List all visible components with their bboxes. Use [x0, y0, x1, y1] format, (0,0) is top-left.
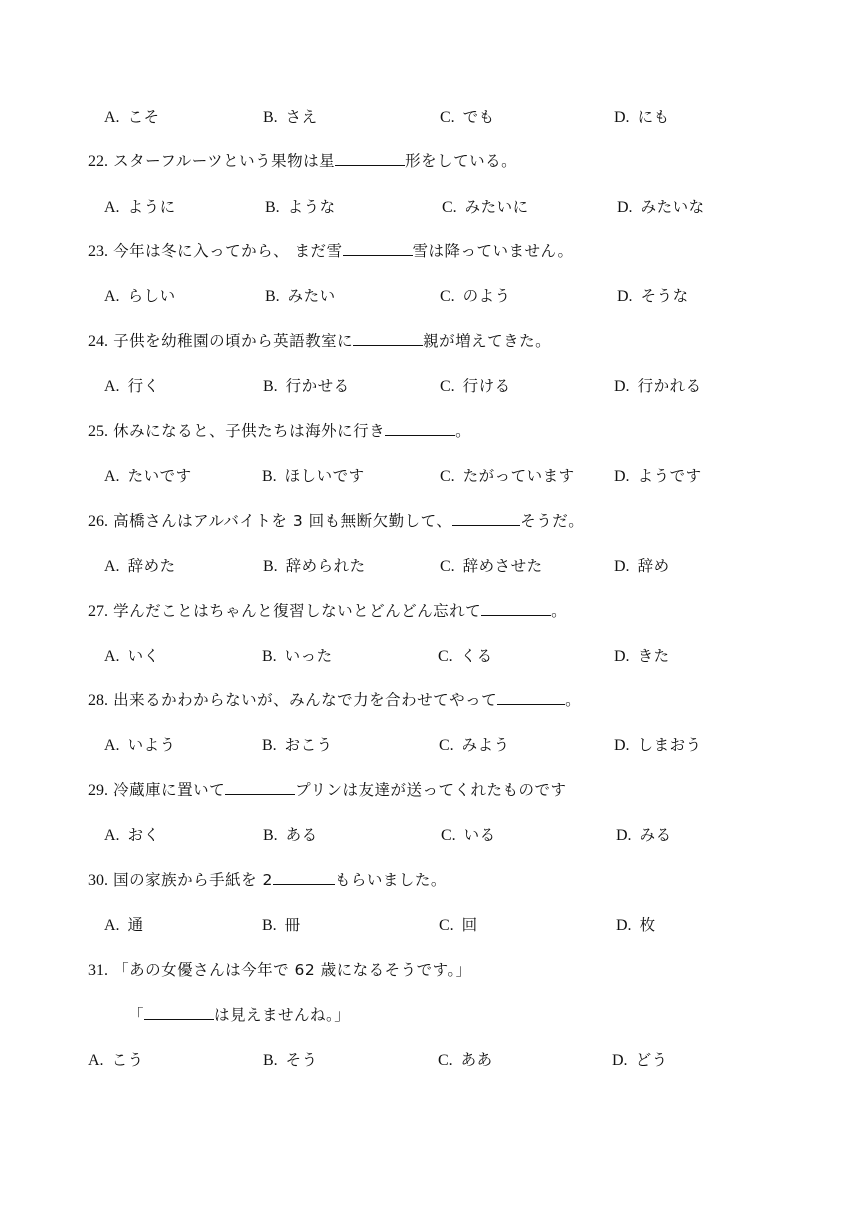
q21-option-d: D. にも — [614, 108, 670, 126]
q25-option-b: B. ほしいです — [262, 467, 365, 485]
question-25: 25. 休みになると、子供たちは海外に行き 。 — [88, 422, 472, 440]
q24-option-c: C. 行ける — [440, 377, 511, 395]
q26-option-c: C. 辞めさせた — [440, 557, 543, 575]
q27-option-a: A. いく — [104, 647, 160, 665]
question-29: 29. 冷蔵庫に置いて プリンは友達が送ってくれたものです — [88, 781, 567, 799]
q29-option-b: B. ある — [263, 826, 318, 844]
question-27: 27. 学んだことはちゃんと復習しないとどんどん忘れて 。 — [88, 602, 568, 620]
question-22: 22. スターフルーツという果物は星 形をしている。 — [88, 152, 518, 170]
question-31: 31. 「あの女優さんは今年で 62 歳になるそうです。」 — [88, 961, 472, 979]
question-28: 28. 出来るかわからないが、みんなで力を合わせてやって 。 — [88, 691, 582, 709]
question-26: 26. 高橋さんはアルバイトを 3 回も無断欠勤して、 そうだ。 — [88, 512, 585, 530]
q22-option-b: B. ような — [265, 198, 336, 216]
q23-option-c: C. のよう — [440, 287, 511, 305]
q23-option-a: A. らしい — [104, 287, 176, 305]
question-24: 24. 子供を幼稚園の頃から英語教室に 親が増えてきた。 — [88, 332, 552, 350]
q30-option-b: B. 冊 — [262, 916, 301, 934]
q29-option-a: A. おく — [104, 826, 160, 844]
question-31-reply: 「 は見えませんね。」 — [128, 1006, 351, 1024]
q24-option-b: B. 行かせる — [263, 377, 350, 395]
q26-option-a: A. 辞めた — [104, 557, 176, 575]
answer-blank — [497, 690, 565, 705]
q21-option-b: B. さえ — [263, 108, 318, 126]
q22-option-a: A. ように — [104, 198, 176, 216]
q31-option-d: D. どう — [612, 1051, 668, 1069]
q23-option-d: D. そうな — [617, 287, 689, 305]
q28-option-b: B. おこう — [262, 736, 333, 754]
q30-option-c: C. 回 — [439, 916, 478, 934]
answer-blank — [385, 421, 455, 436]
q31-option-c: C. ああ — [438, 1051, 493, 1069]
q22-option-d: D. みたいな — [617, 198, 705, 216]
q22-option-c: C. みたいに — [442, 198, 529, 216]
q29-option-c: C. いる — [441, 826, 496, 844]
question-30: 30. 国の家族から手紙を 2 もらいました。 — [88, 871, 447, 889]
q24-option-a: A. 行く — [104, 377, 160, 395]
q31-option-a: A. こう — [88, 1051, 144, 1069]
q27-option-c: C. くる — [438, 647, 493, 665]
q30-option-a: A. 通 — [104, 916, 144, 934]
answer-blank — [353, 331, 423, 346]
q29-option-d: D. みる — [616, 826, 672, 844]
answer-blank — [273, 870, 335, 885]
answer-blank — [452, 511, 520, 526]
answer-blank — [144, 1005, 214, 1020]
answer-blank — [225, 780, 295, 795]
question-23: 23. 今年は冬に入ってから、 まだ雪 雪は降っていません。 — [88, 242, 574, 260]
q27-option-d: D. きた — [614, 647, 670, 665]
q28-option-d: D. しまおう — [614, 736, 702, 754]
q25-option-d: D. ようです — [614, 467, 702, 485]
q21-option-c: C. でも — [440, 108, 495, 126]
answer-blank — [343, 241, 413, 256]
q23-option-b: B. みたい — [265, 287, 336, 305]
answer-blank — [335, 151, 405, 166]
q26-option-b: B. 辞められた — [263, 557, 366, 575]
q25-option-c: C. たがっています — [440, 467, 575, 485]
q25-option-a: A. たいです — [104, 467, 192, 485]
q21-option-a: A. こそ — [104, 108, 160, 126]
q30-option-d: D. 枚 — [616, 916, 656, 934]
q24-option-d: D. 行かれる — [614, 377, 702, 395]
q28-option-a: A. いよう — [104, 736, 176, 754]
q31-option-b: B. そう — [263, 1051, 318, 1069]
q26-option-d: D. 辞め — [614, 557, 670, 575]
answer-blank — [481, 601, 551, 616]
q28-option-c: C. みよう — [439, 736, 510, 754]
q27-option-b: B. いった — [262, 647, 333, 665]
